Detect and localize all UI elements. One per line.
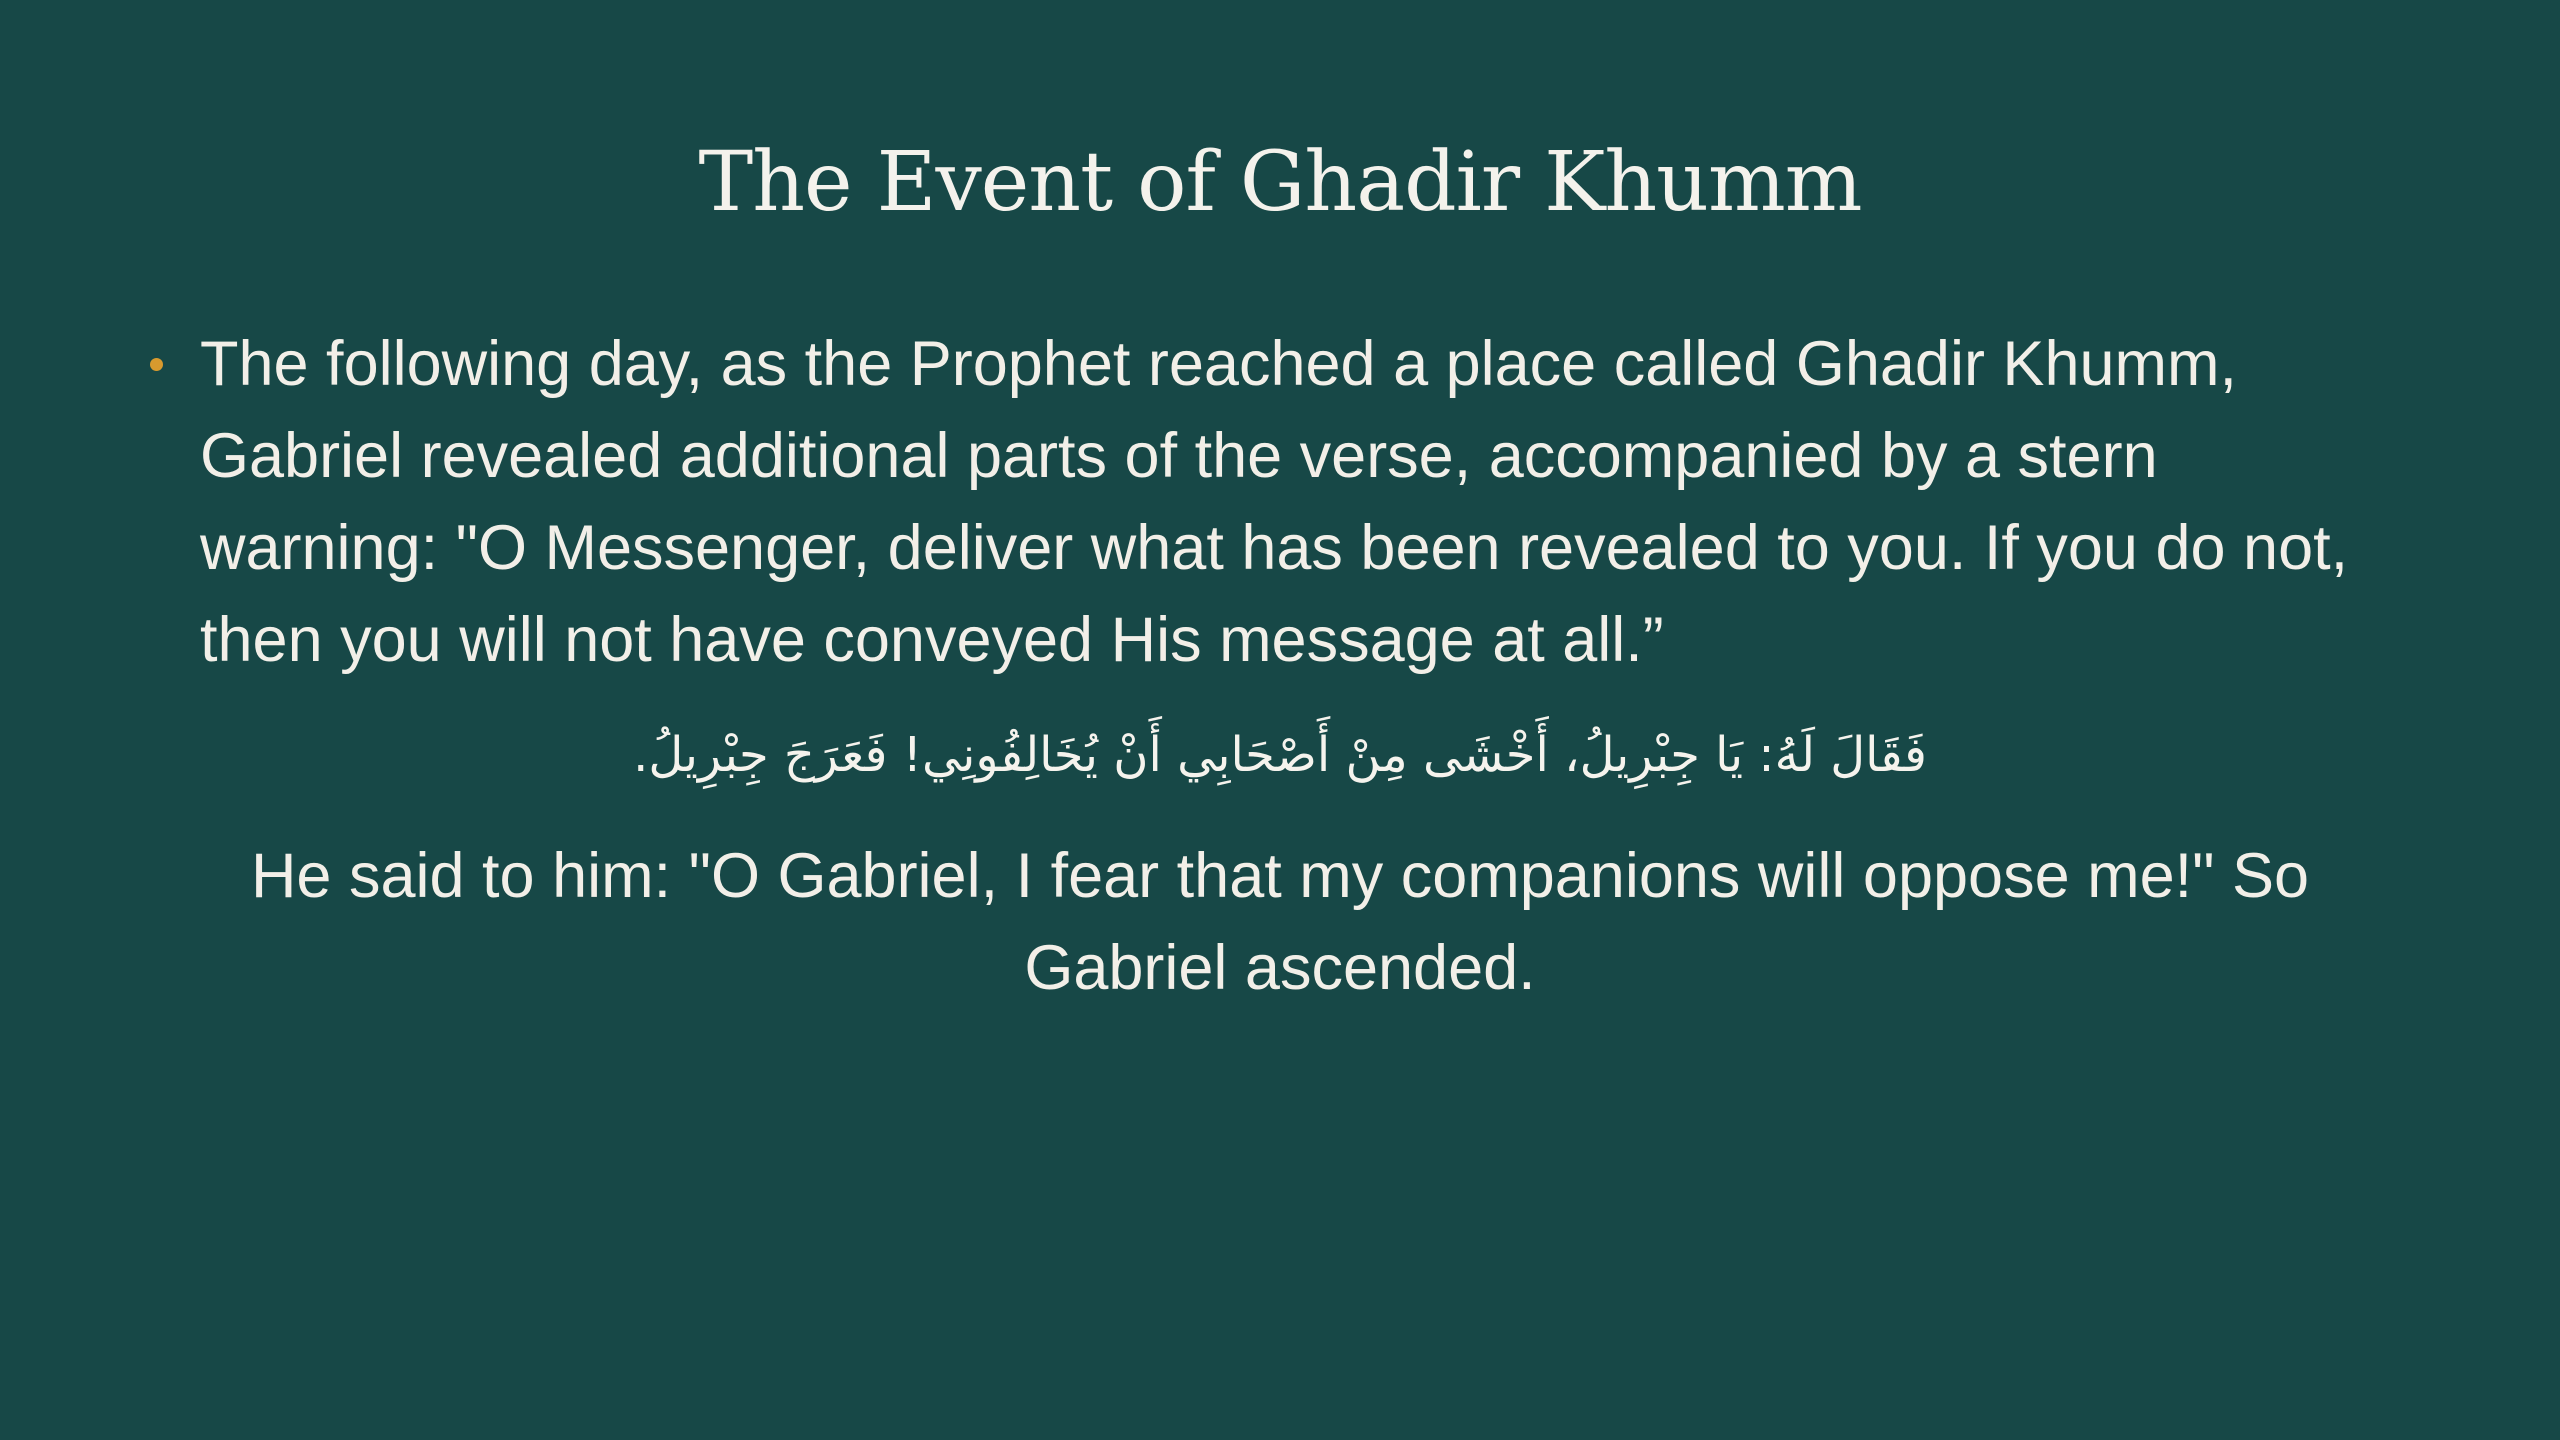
arabic-quote: فَقَالَ لَهُ: يَا جِبْرِيلُ، أَخْشَى مِنْ أَصْحَابِي أَنْ يُخَالِفُونِي! فَعَرَجَ جِبْرِيلُ. bbox=[633, 727, 1927, 783]
slide-title: The Event of Ghadir Khumm bbox=[698, 135, 1862, 230]
bullet-text: The following day, as the Prophet reached a place called Ghadir Khumm, Gabriel revealed additional parts of the verse, accompanied by a stern warning: "O Messenger, deliver what has been revealed to you. If you do not, then you will not have conveyed His message at all.” bbox=[200, 329, 2349, 675]
bullet-dot-icon bbox=[150, 358, 163, 371]
translation-text: He said to him: "O Gabriel, I fear that my companions will oppose me!" So Gabriel ascended. bbox=[250, 841, 2310, 1003]
bullet-item bbox=[150, 318, 2390, 686]
